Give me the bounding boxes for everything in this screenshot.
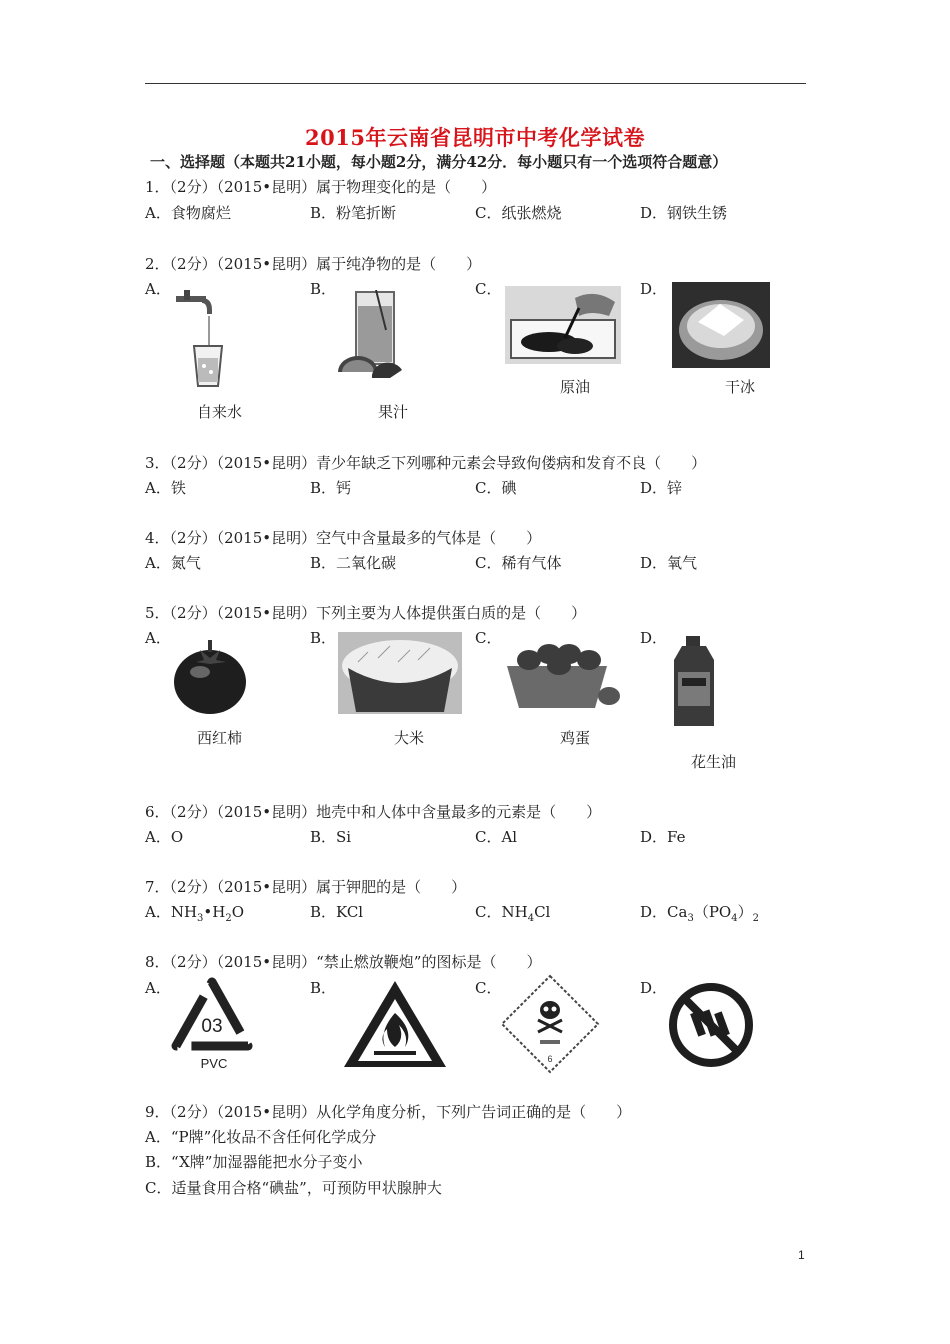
q8-option-b: B． — [310, 979, 337, 997]
q2-caption-d: 干冰 — [725, 378, 756, 396]
q2-option-a: A． — [145, 280, 171, 298]
rice-image — [338, 632, 462, 714]
q3-stem: 3．（2分）（2015•昆明）青少年缺乏下列哪种元素会导致佝偻病和发育不良（ ） — [145, 454, 707, 472]
q3-option-b: B．钙 — [310, 479, 352, 497]
q5-option-c: C． — [475, 629, 502, 647]
q2-option-b: B． — [310, 280, 337, 298]
page-number: 1 — [798, 1248, 805, 1262]
q1-option-a: A．食物腐烂 — [145, 204, 231, 222]
juice-image — [336, 290, 406, 380]
q2-caption-c: 原油 — [560, 378, 591, 396]
q5-option-d: D． — [640, 629, 668, 647]
q4-stem: 4．（2分）（2015•昆明）空气中含量最多的气体是（ ） — [145, 529, 542, 547]
recycle-pvc-icon — [170, 976, 254, 1074]
q9-option-b: B．“X牌”加湿器能把水分子变小 — [145, 1153, 363, 1171]
q6-stem: 6．（2分）（2015•昆明）地壳中和人体中含量最多的元素是（ ） — [145, 803, 602, 821]
q7-stem: 7．（2分）（2015•昆明）属于钾肥的是（ ） — [145, 878, 467, 896]
q8-option-a: A． — [145, 979, 171, 997]
recycle-number: 03 — [201, 1016, 223, 1037]
q2-caption-a: 自来水 — [197, 403, 243, 421]
eggs-image — [503, 636, 623, 712]
q8-stem: 8．（2分）（2015•昆明）“禁止燃放鞭炮”的图标是（ ） — [145, 953, 542, 971]
page-title: 2015年云南省昆明市中考化学试卷 — [305, 125, 645, 150]
q6-option-d: D．Fe — [640, 828, 686, 846]
dry-ice-image — [672, 282, 770, 368]
recycle-label: PVC — [200, 1056, 228, 1071]
q1-option-d: D．钢铁生锈 — [640, 204, 728, 222]
q2-caption-b: 果汁 — [378, 403, 409, 421]
tap-water-image — [172, 290, 228, 388]
q3-option-a: A．铁 — [145, 479, 186, 497]
crude-oil-image — [505, 286, 621, 364]
q5-option-a: A． — [145, 629, 171, 647]
no-firecrackers-icon — [668, 982, 754, 1068]
header-rule — [145, 83, 806, 84]
q5-caption-b: 大米 — [394, 729, 425, 747]
peanut-oil-image — [672, 636, 716, 730]
q7-option-d: D．$Ca_3(PO_4)_2$ — [640, 903, 759, 924]
q2-option-d: D． — [640, 280, 668, 298]
q8-option-d: D． — [640, 979, 668, 997]
toxic-class-number: 6 — [547, 1054, 553, 1064]
q6-option-c: C．Al — [475, 828, 518, 846]
q6-option-a: A．O — [145, 828, 184, 846]
q5-stem: 5．（2分）（2015•昆明）下列主要为人体提供蛋白质的是（ ） — [145, 604, 587, 622]
q5-option-b: B． — [310, 629, 337, 647]
q1-option-b: B．粉笔折断 — [310, 204, 397, 222]
q3-option-d: D．锌 — [640, 479, 683, 497]
q4-option-d: D．氧气 — [640, 554, 698, 572]
q3-option-c: C．碘 — [475, 479, 517, 497]
toxic-hazard-icon — [500, 974, 600, 1074]
q5-caption-d: 花生油 — [691, 753, 737, 771]
q2-stem: 2．（2分）（2015•昆明）属于纯净物的是（ ） — [145, 255, 482, 273]
q2-option-c: C． — [475, 280, 502, 298]
q6-option-b: B．Si — [310, 828, 352, 846]
q7-option-a: A．$NH_3•H_2O$ — [145, 903, 245, 924]
section-heading: 一、选择题（本题共21小题，每小题2分，满分42分．每小题只有一个选项符合题意） — [150, 153, 728, 171]
q8-option-c: C． — [475, 979, 502, 997]
q9-option-a: A．“P牌”化妆品不含任何化学成分 — [145, 1128, 377, 1146]
q5-caption-c: 鸡蛋 — [560, 729, 591, 747]
tomato-image — [170, 632, 252, 718]
q4-option-b: B．二氧化碳 — [310, 554, 397, 572]
q1-stem: 1．（2分）（2015•昆明）属于物理变化的是（ ） — [145, 178, 497, 196]
q9-stem: 9．（2分）（2015•昆明）从化学角度分析，下列广告词正确的是（ ） — [145, 1103, 632, 1121]
q4-option-a: A．氮气 — [145, 554, 201, 572]
q7-option-c: C．$NH_4Cl$ — [475, 903, 551, 924]
q7-option-b: B．KCl — [310, 903, 364, 921]
q9-option-c: C．适量食用合格“碘盐”，可预防甲状腺肿大 — [145, 1179, 442, 1197]
flammable-warning-icon — [340, 977, 450, 1071]
q5-caption-a: 西红柿 — [197, 729, 243, 747]
q4-option-c: C．稀有气体 — [475, 554, 562, 572]
q1-option-c: C．纸张燃烧 — [475, 204, 562, 222]
